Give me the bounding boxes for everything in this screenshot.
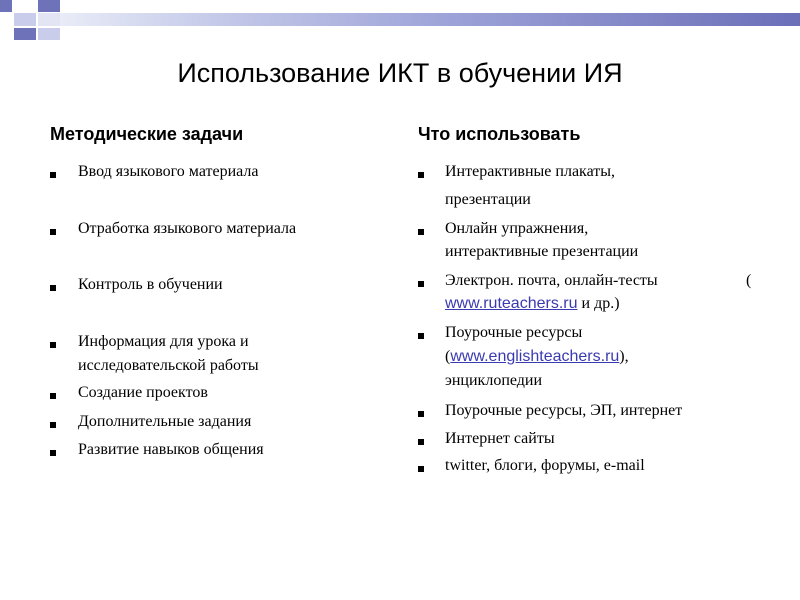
right-item: Интерактивные плакаты,: [445, 163, 616, 180]
ruteachers-link[interactable]: www.ruteachers.ru: [445, 295, 578, 312]
left-item: Контроль в обучении: [78, 276, 223, 293]
englishteachers-link[interactable]: www.englishteachers.ru: [450, 348, 620, 365]
left-item: Дополнительные задания: [78, 413, 252, 430]
left-item: Информация для урока и: [78, 333, 249, 350]
bullet-icon: [418, 172, 424, 178]
header-square: [14, 13, 36, 26]
bullet-icon: [418, 439, 424, 445]
header-square: [0, 0, 12, 12]
open-paren: (: [445, 348, 451, 365]
slide-title: Использование ИКТ в обучении ИЯ: [177, 58, 623, 88]
left-item: Ввод языкового материала: [78, 163, 259, 180]
left-item-continuation: исследовательской работы: [78, 357, 259, 374]
header-square: [38, 28, 60, 40]
right-item: Электрон. почта, онлайн-тесты: [445, 272, 658, 289]
right-item: Поурочные ресурсы: [445, 324, 583, 341]
right-item-continuation: [445, 293, 620, 315]
bullet-icon: [418, 229, 424, 235]
bullet-icon: [418, 333, 424, 339]
bullet-icon: [50, 422, 56, 428]
left-item: Отработка языкового материала: [78, 220, 297, 237]
header-square: [38, 0, 60, 12]
left-item: Создание проектов: [78, 384, 208, 401]
right-item: Поурочные ресурсы, ЭП, интернет: [445, 402, 683, 419]
bullet-icon: [50, 450, 56, 456]
bullet-icon: [50, 285, 56, 291]
right-item-paren: (: [746, 272, 752, 289]
header-square: [14, 28, 36, 40]
right-item-continuation: презентации: [445, 191, 531, 208]
right-item-continuation: [445, 346, 629, 368]
bullet-icon: [50, 229, 56, 235]
bullet-icon: [418, 466, 424, 472]
header-square: [38, 13, 60, 26]
bullet-icon: [418, 281, 424, 287]
link-suffix: и др.): [577, 295, 620, 312]
close-paren: ),: [619, 348, 629, 365]
bullet-icon: [50, 342, 56, 348]
right-item: twitter, блоги, форумы, e-mail: [445, 457, 645, 474]
left-column-heading: Методические задачи: [50, 124, 244, 144]
right-item: Интернет сайты: [445, 430, 555, 447]
left-item: Развитие навыков общения: [78, 441, 264, 458]
bullet-icon: [418, 411, 424, 417]
right-item-continuation: энциклопедии: [445, 372, 543, 389]
bullet-icon: [50, 172, 56, 178]
bullet-icon: [50, 393, 56, 399]
right-column-heading: Что использовать: [418, 124, 581, 144]
right-item-continuation: интерактивные презентации: [445, 243, 639, 260]
header-gradient-bar: [60, 13, 800, 26]
right-item: Онлайн упражнения,: [445, 220, 589, 237]
